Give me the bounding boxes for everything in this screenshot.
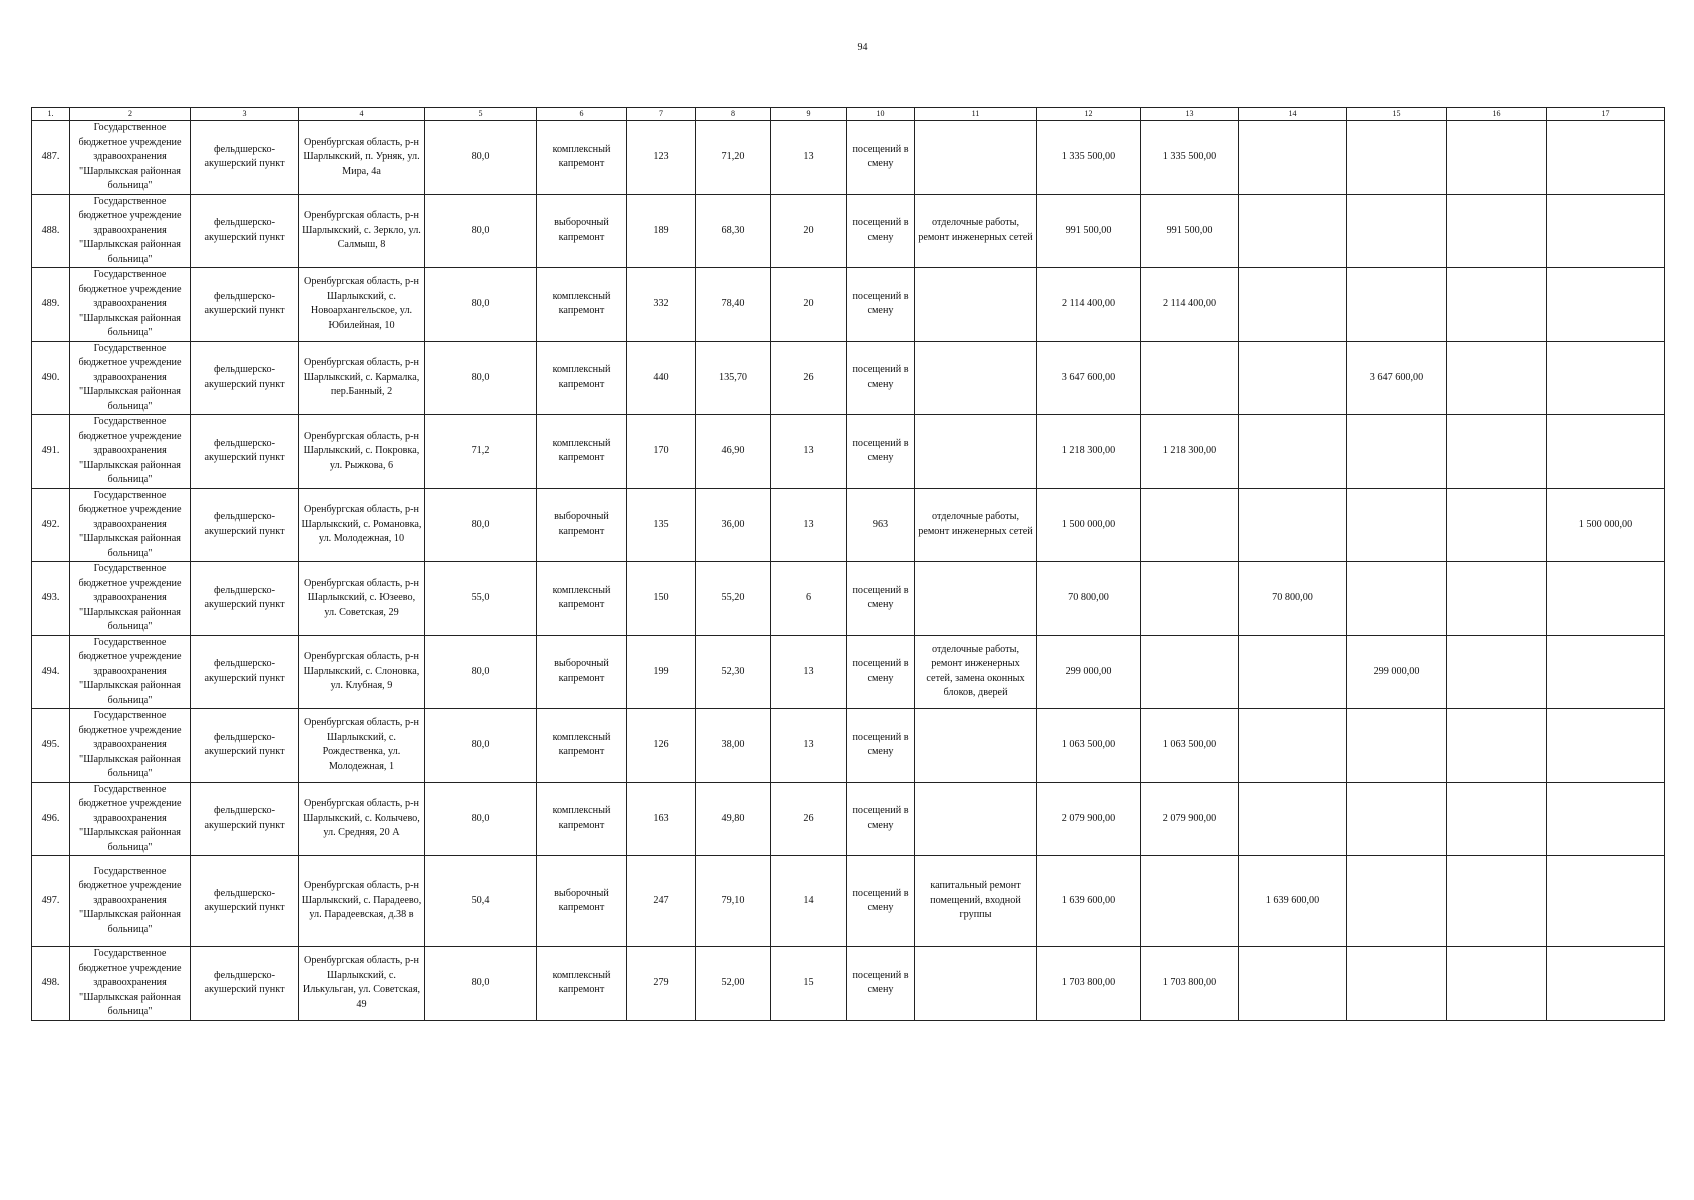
cell-col-4: Оренбургская область, р-н Шарлыкский, с. Слоновка, ул. Клубная, 9 [299,635,425,709]
cell-col-13: 991 500,00 [1141,194,1239,268]
cell-col-9: 13 [771,121,847,195]
cell-col-17 [1547,635,1665,709]
column-header-10: 10 [847,108,915,121]
cell-col-2: Государственное бюджетное учреждение здравоохранения "Шарлыкская районная больница" [70,121,191,195]
cell-col-9: 26 [771,341,847,415]
cell-col-2: Государственное бюджетное учреждение здравоохранения "Шарлыкская районная больница" [70,562,191,636]
table-row [32,415,1665,489]
cell-col-15 [1347,415,1447,489]
cell-col-11 [915,268,1037,342]
cell-col-3: фельдшерско-акушерский пункт [191,121,299,195]
cell-col-16 [1447,562,1547,636]
cell-col-12: 70 800,00 [1037,562,1141,636]
cell-col-6: комплексный капремонт [537,562,627,636]
cell-col-1: 498. [32,947,70,1021]
cell-col-3: фельдшерско-акушерский пункт [191,415,299,489]
cell-col-9: 26 [771,782,847,856]
column-header-13: 13 [1141,108,1239,121]
cell-col-7: 163 [627,782,696,856]
cell-col-12: 299 000,00 [1037,635,1141,709]
cell-col-3: фельдшерско-акушерский пункт [191,194,299,268]
cell-col-4: Оренбургская область, р-н Шарлыкский, с. Романовка, ул. Молодежная, 10 [299,488,425,562]
cell-col-4: Оренбургская область, р-н Шарлыкский, с. Илькульган, ул. Советская, 49 [299,947,425,1021]
cell-col-8: 68,30 [696,194,771,268]
cell-col-5: 80,0 [425,635,537,709]
cell-col-7: 150 [627,562,696,636]
cell-col-3: фельдшерско-акушерский пункт [191,635,299,709]
cell-col-11 [915,947,1037,1021]
cell-col-2: Государственное бюджетное учреждение здравоохранения "Шарлыкская районная больница" [70,856,191,947]
cell-col-10: посещений в смену [847,635,915,709]
cell-col-14 [1239,121,1347,195]
cell-col-10: посещений в смену [847,782,915,856]
cell-col-10: посещений в смену [847,709,915,783]
table-row [32,709,1665,783]
cell-col-9: 13 [771,415,847,489]
cell-col-12: 3 647 600,00 [1037,341,1141,415]
cell-col-16 [1447,341,1547,415]
cell-col-14 [1239,415,1347,489]
cell-col-12: 1 218 300,00 [1037,415,1141,489]
cell-col-11 [915,121,1037,195]
cell-col-6: выборочный капремонт [537,635,627,709]
cell-col-3: фельдшерско-акушерский пункт [191,856,299,947]
table-row [32,268,1665,342]
cell-col-14: 1 639 600,00 [1239,856,1347,947]
cell-col-7: 189 [627,194,696,268]
cell-col-2: Государственное бюджетное учреждение здравоохранения "Шарлыкская районная больница" [70,782,191,856]
cell-col-16 [1447,947,1547,1021]
cell-col-17 [1547,194,1665,268]
cell-col-9: 15 [771,947,847,1021]
column-header-14: 14 [1239,108,1347,121]
cell-col-17 [1547,782,1665,856]
cell-col-16 [1447,415,1547,489]
cell-col-3: фельдшерско-акушерский пункт [191,341,299,415]
cell-col-16 [1447,488,1547,562]
cell-col-13: 1 063 500,00 [1141,709,1239,783]
cell-col-5: 50,4 [425,856,537,947]
cell-col-5: 80,0 [425,341,537,415]
cell-col-11 [915,415,1037,489]
cell-col-17 [1547,709,1665,783]
cell-col-10: 963 [847,488,915,562]
cell-col-10: посещений в смену [847,562,915,636]
column-header-9: 9 [771,108,847,121]
cell-col-6: комплексный капремонт [537,415,627,489]
cell-col-12: 991 500,00 [1037,194,1141,268]
cell-col-8: 38,00 [696,709,771,783]
cell-col-12: 1 703 800,00 [1037,947,1141,1021]
cell-col-7: 199 [627,635,696,709]
cell-col-6: комплексный капремонт [537,268,627,342]
cell-col-16 [1447,856,1547,947]
cell-col-7: 126 [627,709,696,783]
cell-col-5: 80,0 [425,709,537,783]
cell-col-13: 2 079 900,00 [1141,782,1239,856]
cell-col-11: отделочные работы, ремонт инженерных сетей [915,194,1037,268]
cell-col-15: 299 000,00 [1347,635,1447,709]
cell-col-7: 247 [627,856,696,947]
cell-col-10: посещений в смену [847,947,915,1021]
cell-col-2: Государственное бюджетное учреждение здравоохранения "Шарлыкская районная больница" [70,268,191,342]
cell-col-13 [1141,488,1239,562]
cell-col-5: 55,0 [425,562,537,636]
cell-col-4: Оренбургская область, р-н Шарлыкский, с. Рождественка, ул. Молодежная, 1 [299,709,425,783]
cell-col-14 [1239,341,1347,415]
column-header-16: 16 [1447,108,1547,121]
cell-col-6: выборочный капремонт [537,856,627,947]
cell-col-17 [1547,562,1665,636]
cell-col-3: фельдшерско-акушерский пункт [191,562,299,636]
cell-col-4: Оренбургская область, р-н Шарлыкский, с. Покровка, ул. Рыжкова, 6 [299,415,425,489]
cell-col-5: 80,0 [425,121,537,195]
cell-col-4: Оренбургская область, р-н Шарлыкский, п. Урняк, ул. Мира, 4а [299,121,425,195]
cell-col-9: 13 [771,709,847,783]
cell-col-1: 487. [32,121,70,195]
column-header-1: 1. [32,108,70,121]
cell-col-2: Государственное бюджетное учреждение здравоохранения "Шарлыкская районная больница" [70,947,191,1021]
cell-col-1: 497. [32,856,70,947]
table-header [32,108,1665,121]
cell-col-1: 489. [32,268,70,342]
cell-col-6: выборочный капремонт [537,194,627,268]
cell-col-12: 1 063 500,00 [1037,709,1141,783]
cell-col-9: 6 [771,562,847,636]
cell-col-7: 170 [627,415,696,489]
cell-col-8: 46,90 [696,415,771,489]
cell-col-8: 55,20 [696,562,771,636]
cell-col-15 [1347,709,1447,783]
cell-col-14 [1239,947,1347,1021]
cell-col-16 [1447,635,1547,709]
column-header-15: 15 [1347,108,1447,121]
cell-col-1: 495. [32,709,70,783]
cell-col-13: 1 218 300,00 [1141,415,1239,489]
cell-col-3: фельдшерско-акушерский пункт [191,488,299,562]
cell-col-1: 491. [32,415,70,489]
facilities-table [31,107,1665,1021]
cell-col-1: 493. [32,562,70,636]
cell-col-9: 13 [771,488,847,562]
cell-col-14 [1239,709,1347,783]
cell-col-14 [1239,635,1347,709]
cell-col-7: 440 [627,341,696,415]
cell-col-3: фельдшерско-акушерский пункт [191,268,299,342]
cell-col-1: 496. [32,782,70,856]
cell-col-6: комплексный капремонт [537,782,627,856]
column-header-6: 6 [537,108,627,121]
cell-col-12: 2 114 400,00 [1037,268,1141,342]
cell-col-13 [1141,856,1239,947]
cell-col-8: 49,80 [696,782,771,856]
column-header-4: 4 [299,108,425,121]
cell-col-7: 279 [627,947,696,1021]
cell-col-10: посещений в смену [847,194,915,268]
cell-col-16 [1447,782,1547,856]
table-body [32,121,1665,1021]
cell-col-14 [1239,782,1347,856]
table-row [32,341,1665,415]
cell-col-14: 70 800,00 [1239,562,1347,636]
page-number: 94 [857,42,868,53]
cell-col-10: посещений в смену [847,121,915,195]
cell-col-6: комплексный капремонт [537,947,627,1021]
cell-col-1: 494. [32,635,70,709]
cell-col-15 [1347,268,1447,342]
cell-col-4: Оренбургская область, р-н Шарлыкский, с. Парадеево, ул. Парадеевская, д.38 в [299,856,425,947]
cell-col-11 [915,709,1037,783]
cell-col-3: фельдшерско-акушерский пункт [191,947,299,1021]
cell-col-2: Государственное бюджетное учреждение здравоохранения "Шарлыкская районная больница" [70,341,191,415]
cell-col-8: 52,30 [696,635,771,709]
table-row [32,488,1665,562]
cell-col-15 [1347,488,1447,562]
cell-col-3: фельдшерско-акушерский пункт [191,709,299,783]
cell-col-6: комплексный капремонт [537,709,627,783]
cell-col-9: 20 [771,194,847,268]
table-row [32,782,1665,856]
cell-col-13: 1 703 800,00 [1141,947,1239,1021]
table-row [32,635,1665,709]
cell-col-3: фельдшерско-акушерский пункт [191,782,299,856]
cell-col-4: Оренбургская область, р-н Шарлыкский, с. Колычево, ул. Средняя, 20 А [299,782,425,856]
cell-col-17 [1547,856,1665,947]
cell-col-12: 1 335 500,00 [1037,121,1141,195]
cell-col-5: 71,2 [425,415,537,489]
cell-col-7: 332 [627,268,696,342]
cell-col-15 [1347,194,1447,268]
cell-col-11: отделочные работы, ремонт инженерных сетей [915,488,1037,562]
cell-col-17 [1547,947,1665,1021]
cell-col-15: 3 647 600,00 [1347,341,1447,415]
table-row [32,856,1665,947]
cell-col-12: 1 500 000,00 [1037,488,1141,562]
column-header-7: 7 [627,108,696,121]
column-header-5: 5 [425,108,537,121]
cell-col-13: 1 335 500,00 [1141,121,1239,195]
cell-col-10: посещений в смену [847,415,915,489]
cell-col-13 [1141,341,1239,415]
cell-col-5: 80,0 [425,488,537,562]
cell-col-16 [1447,268,1547,342]
table-row [32,194,1665,268]
cell-col-11: отделочные работы, ремонт инженерных сетей, замена оконных блоков, дверей [915,635,1037,709]
column-header-3: 3 [191,108,299,121]
cell-col-17: 1 500 000,00 [1547,488,1665,562]
cell-col-15 [1347,856,1447,947]
cell-col-8: 78,40 [696,268,771,342]
cell-col-6: комплексный капремонт [537,341,627,415]
cell-col-5: 80,0 [425,194,537,268]
cell-col-4: Оренбургская область, р-н Шарлыкский, с. Юзеево, ул. Советская, 29 [299,562,425,636]
cell-col-9: 14 [771,856,847,947]
cell-col-9: 20 [771,268,847,342]
cell-col-11 [915,782,1037,856]
cell-col-1: 488. [32,194,70,268]
cell-col-17 [1547,415,1665,489]
cell-col-1: 490. [32,341,70,415]
cell-col-4: Оренбургская область, р-н Шарлыкский, с. Зеркло, ул. Салмыш, 8 [299,194,425,268]
cell-col-8: 79,10 [696,856,771,947]
cell-col-2: Государственное бюджетное учреждение здравоохранения "Шарлыкская районная больница" [70,194,191,268]
cell-col-6: комплексный капремонт [537,121,627,195]
cell-col-14 [1239,194,1347,268]
cell-col-11 [915,562,1037,636]
column-header-11: 11 [915,108,1037,121]
cell-col-4: Оренбургская область, р-н Шарлыкский, с. Кармалка, пер.Банный, 2 [299,341,425,415]
cell-col-8: 71,20 [696,121,771,195]
cell-col-12: 1 639 600,00 [1037,856,1141,947]
cell-col-8: 52,00 [696,947,771,1021]
cell-col-15 [1347,782,1447,856]
cell-col-13 [1141,562,1239,636]
cell-col-14 [1239,488,1347,562]
header-row [32,108,1665,121]
column-header-8: 8 [696,108,771,121]
cell-col-17 [1547,268,1665,342]
cell-col-9: 13 [771,635,847,709]
cell-col-11 [915,341,1037,415]
cell-col-5: 80,0 [425,268,537,342]
cell-col-11: капитальный ремонт помещений, входной группы [915,856,1037,947]
cell-col-2: Государственное бюджетное учреждение здравоохранения "Шарлыкская районная больница" [70,488,191,562]
cell-col-15 [1347,562,1447,636]
cell-col-8: 135,70 [696,341,771,415]
cell-col-8: 36,00 [696,488,771,562]
table-row [32,947,1665,1021]
cell-col-12: 2 079 900,00 [1037,782,1141,856]
cell-col-16 [1447,121,1547,195]
cell-col-16 [1447,709,1547,783]
cell-col-6: выборочный капремонт [537,488,627,562]
cell-col-14 [1239,268,1347,342]
table-row [32,562,1665,636]
cell-col-10: посещений в смену [847,268,915,342]
cell-col-16 [1447,194,1547,268]
cell-col-17 [1547,341,1665,415]
cell-col-10: посещений в смену [847,341,915,415]
cell-col-2: Государственное бюджетное учреждение здравоохранения "Шарлыкская районная больница" [70,415,191,489]
table-row [32,121,1665,195]
column-header-2: 2 [70,108,191,121]
cell-col-2: Государственное бюджетное учреждение здравоохранения "Шарлыкская районная больница" [70,635,191,709]
cell-col-15 [1347,947,1447,1021]
cell-col-4: Оренбургская область, р-н Шарлыкский, с. Новоархангельское, ул. Юбилейная, 10 [299,268,425,342]
cell-col-2: Государственное бюджетное учреждение здравоохранения "Шарлыкская районная больница" [70,709,191,783]
cell-col-7: 135 [627,488,696,562]
cell-col-15 [1347,121,1447,195]
cell-col-1: 492. [32,488,70,562]
cell-col-17 [1547,121,1665,195]
column-header-12: 12 [1037,108,1141,121]
cell-col-5: 80,0 [425,947,537,1021]
cell-col-13: 2 114 400,00 [1141,268,1239,342]
cell-col-5: 80,0 [425,782,537,856]
cell-col-10: посещений в смену [847,856,915,947]
cell-col-7: 123 [627,121,696,195]
column-header-17: 17 [1547,108,1665,121]
cell-col-13 [1141,635,1239,709]
